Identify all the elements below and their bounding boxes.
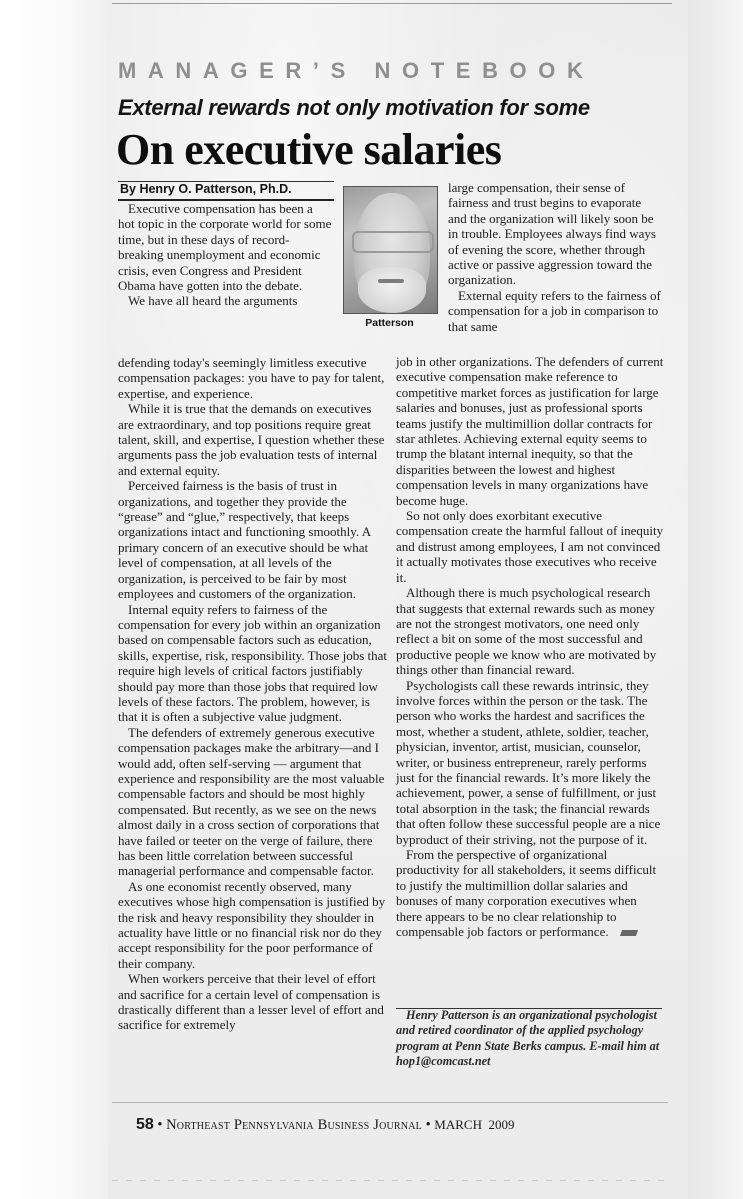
photo-beard xyxy=(358,267,426,313)
article-headline: On executive salaries xyxy=(116,125,502,174)
right-column-narrow xyxy=(448,180,662,334)
paragraph: large compensation, their sense of fairness and trust begins to evaporate and the organization will likely soon be in trouble. Employees always find ways of evening the score, whether through active or passive aggression toward the organization. xyxy=(448,180,656,288)
author-photo xyxy=(343,186,438,314)
top-rule xyxy=(112,3,672,4)
photo-glasses xyxy=(352,231,434,253)
paragraph: defending today's seemingly limitless executive compensation packages: you have to pay for talent, expertise, and experience. xyxy=(118,355,385,401)
footer-separator: • xyxy=(157,1117,163,1133)
paragraph: When workers perceive that their level of effort and sacrifice for a certain level of compensation is drastically different than a lesser level of effort and sacrifice for extremely xyxy=(118,971,384,1033)
paragraph: Psychologists call these rewards intrinsic, they involve forces within the person or the task. The person who works the hardest and sacrifices the most, whether a student, athlete, soldier, teacher, physician, inventor, artist, musician, counselor, writer, or business entrepreneur, rarely performs just for the financial rewards. It’s more likely the achievement, power, a sense of fulfillment, or just total absorption in the task; the financial rewards that often follow these successful people are a nice byproduct of their striving, not the purpose of it. xyxy=(396,677,661,847)
paragraph: The defenders of extremely generous executive compensation packages make the arbitrary—and I would add, often self-serving — argument that experience and responsibility are the most valuable compensable factors and should be most highly compensated. But recently, as we see on the news almost daily in a cross section of corporations that have failed or teeter on the verge of failure, there has been little correlation between successful managerial performance and compensable factor. xyxy=(118,724,385,879)
page-number: 58 xyxy=(136,1116,154,1133)
paragraph: Executive compensation has been a hot topic in the corporate world for some time, but in these days of record-breaking unemployment and economic crisis, even Congress and President Obama have gotten into the debate. xyxy=(118,201,332,294)
footer-separator: • xyxy=(425,1117,431,1133)
paragraph-final xyxy=(396,847,664,939)
issue-date: MARCH 2009 xyxy=(434,1117,515,1132)
left-column-narrow xyxy=(118,201,332,309)
publication-name: Northeast Pennsylvania Business Journal xyxy=(166,1117,422,1133)
bio-text: Henry Patterson is an organizational psychologist and retired coordinator of the applied psychology program at Penn State Berks campus. E-mail him at hop1@comcast.net xyxy=(396,1008,660,1068)
paragraph: While it is true that the demands on executives are extraordinary, and top positions require great talent, skill, and expertise, I question whether these arguments pass the job evaluation tests of internal and external equity. xyxy=(118,401,385,478)
paragraph: External equity refers to the fairness of compensation for a job in comparison to that same xyxy=(448,287,661,334)
paragraph: Perceived fairness is the basis of trust in organizations, and together they provide the “grease” and “glue,” respectively, that keeps organizations intact and functioning smoothly. A primary concern of an executive should be what level of compensation, at all levels of the organization, is perceived to be fair by most employees and customers of the organization. xyxy=(118,478,371,602)
right-column-wide xyxy=(396,354,664,939)
scan-right-edge xyxy=(688,0,743,1199)
paragraph: Although there is much psychological research that suggests that external rewards such as money are not the strongest motivators, one need only reflect a bit on some of the most successful and productive people we know who are motivated by things other than financial reward. xyxy=(396,585,657,678)
photo-caption: Patterson xyxy=(365,317,414,329)
footer-rule xyxy=(112,1102,668,1103)
scan-noise xyxy=(112,1180,668,1181)
author-bio xyxy=(396,1008,662,1069)
scan-left-margin xyxy=(0,0,108,1199)
paragraph: As one economist recently observed, many executives whose high compensation is justified by the risk and heavy responsibility they shoulder in actuality have little or no financial risk nor do they accept responsibility for the poor performance of their company. xyxy=(118,878,386,971)
left-column-wide xyxy=(118,355,388,1033)
byline: By Henry O. Patterson, Ph.D. xyxy=(120,182,292,196)
paragraph-final-text: From the perspective of organizational productivity for all stakeholders, it seems difficult to justify the multimillion dollar salaries and bonuses of many corporation executives when there appears to be no clear relationship to compensable job factors or performance. xyxy=(396,847,657,940)
paragraph: Internal equity refers to fairness of the compensation for every job within an organization based on compensable factors such as education, skills, expertise, risk, responsibility. Those jobs that require high levels of critical factors justifiably should pay more than those jobs that required low levels of these factors. The problem, however, is that it is often a subjective value judgment. xyxy=(118,601,388,725)
paragraph: job in other organizations. The defenders of current executive compensation make reference to competitive market forces as justification for large salaries and bonuses, just as professional sports teams justify the multimillion dollar contracts for star athletes. Achieving external equity seems to trump the blatant internal inequity, so that the disparities between the lowest and highest compensation levels in many organizations have become huge. xyxy=(396,354,664,508)
end-of-article-icon xyxy=(620,930,638,936)
page-footer xyxy=(136,1116,514,1134)
paragraph: So not only does exorbitant executive compensation create the harmful fallout of inequity and distrust among employees, I am not convinced it actually motivates those executives who receive it. xyxy=(396,508,664,585)
paragraph: We have all heard the arguments xyxy=(128,293,298,309)
photo-mouth xyxy=(378,279,404,283)
article-deck: External rewards not only motivation for some xyxy=(118,95,590,120)
section-kicker: MANAGER’S NOTEBOOK xyxy=(118,58,595,83)
